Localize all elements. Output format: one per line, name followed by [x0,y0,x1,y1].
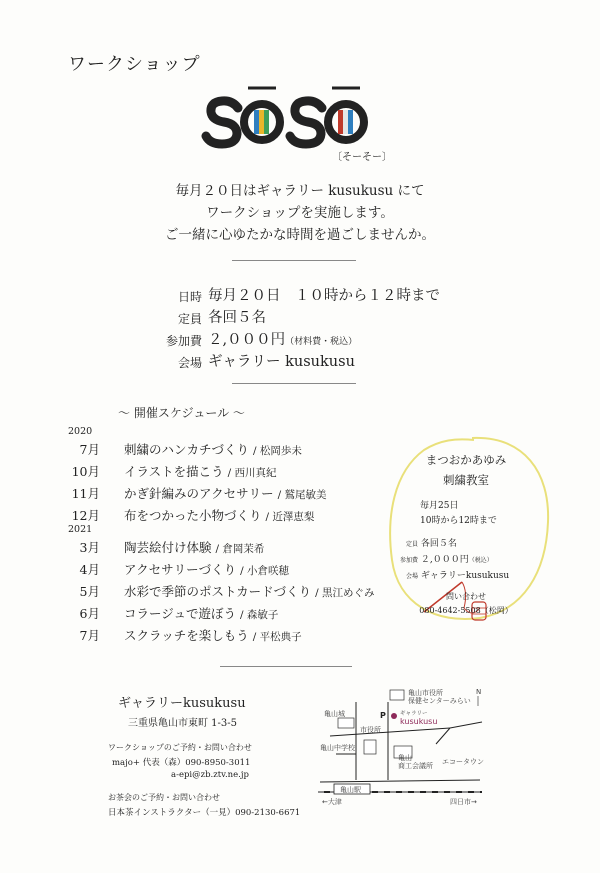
schedule-month: 3月 [79,540,100,555]
tea-contact-title: お茶会のご予約・お問い合わせ [108,793,220,802]
gallery-name: ギャラリーkusukusu [118,696,246,711]
map-label-castle: 亀山城 [324,710,345,718]
map-school-building [364,740,376,754]
schedule-title-text: 布をつかった小物づくり [124,508,262,523]
access-map [300,684,500,814]
gallery-address: 三重県亀山市東町 1-3-5 [128,718,238,729]
map-castle-building [338,718,354,728]
schedule-title: ～ 開催スケジュール ～ [118,406,245,420]
ws-contact-line2: a-epi@zb.ztv.ne.jp [171,770,249,780]
map-label-gallery: kusukusu [400,717,438,726]
workshop-subtitle: ワークショップ [68,54,201,75]
map-label-city-hall: 亀山市役所 [408,689,443,697]
schedule-month: 4月 [79,562,100,577]
date-value: 毎月２０日 １０時から１２時まで [208,288,440,304]
tea-contact-line: 日本茶インストラクター（一見）090-2130-6671 [108,808,301,818]
map-label-ecotown: エコータウン [442,758,484,766]
schedule-month: 12月 [71,508,100,523]
map-label-school: 亀山中学校 [320,744,355,752]
capacity-label: 定員 [177,312,202,326]
schedule-month: 5月 [79,584,100,599]
map-label-right: 四日市→ [450,798,477,806]
soso-logo [200,82,380,152]
class-fee-note: （税込） [468,557,493,564]
schedule-title-text: コラージュで遊ぼう [124,606,237,621]
info-fee [0,328,600,352]
class-time2: 10時から12時まで [420,516,497,526]
schedule-title-text: 陶芸絵付け体験 [124,540,212,555]
date-label: 日時 [177,290,202,304]
schedule-person: / 倉岡茉希 [215,543,265,555]
logo-graphic [200,82,380,152]
ws-contact-line1: majo+ 代表（森）090-8950-3011 [112,758,251,768]
info-capacity [0,306,600,330]
class-name: まつおかあゆみ [425,453,507,467]
map-road [450,722,482,728]
class-fee-label: 参加費 [399,557,418,564]
schedule-year: 2020 [68,426,93,437]
map-road [320,780,480,782]
schedule-title-text: 水彩で季節のポストカードづくり [124,584,312,599]
intro-text [0,180,600,246]
schedule-month: 11月 [71,486,100,501]
map-city-hall-building [390,690,404,700]
fee-value-wrap [208,328,357,349]
venue-value: ギャラリー kusukusu [208,354,355,370]
map-road [330,728,450,736]
schedule-person: / 森敏子 [240,609,279,621]
class-capacity-label: 定員 [405,541,418,548]
schedule-title-text: アクセサリーづくり [124,562,237,577]
divider [232,383,356,384]
schedule-month: 10月 [71,464,100,479]
schedule-title-text: 刺繍のハンカチづくり [124,442,250,457]
schedule-year: 2021 [68,524,93,535]
class-title: 刺繍教室 [443,473,489,487]
ws-contact-title: ワークショップのご予約・お問い合わせ [108,743,252,752]
schedule-title-text: かぎ針編みのアクセサリー [124,486,274,501]
map-label-p: P [380,711,386,720]
class-contact-value: 080-4642-5508（松岡） [419,606,513,615]
venue-label: 会場 [177,356,202,370]
info-venue [0,350,600,374]
fee-label: 参加費 [165,334,202,348]
schedule-title-text: スクラッチを楽しもう [124,628,249,643]
intro-line: ワークショップを実施します。 [206,205,394,221]
fee-value: ２,０００円 [208,332,286,348]
logo-reading: 〔そーそー〕 [332,152,392,163]
schedule-person: / 西川真紀 [227,467,277,479]
schedule-person: / 近澤恵梨 [265,511,315,523]
map-label-gallery-small: ギャラリー [400,711,428,717]
map-label-parking: 市役所 [360,726,381,734]
map-label-chamber1: 亀山 [398,754,412,762]
schedule-person: / 黒江めぐみ [315,587,375,599]
map-road [436,728,450,744]
class-contact-label: 問い合わせ [446,592,486,601]
intro-line: ご一緒に心ゆたかな時間を過ごしませんか。 [165,227,435,243]
fee-note: （材料費・税込） [285,337,358,347]
schedule-month: 6月 [79,606,100,621]
info-date [0,284,600,308]
intro-line: 毎月２０日はギャラリー kusukusu にて [175,183,425,199]
class-venue-value: ギャラリーkusukusu [420,571,510,581]
map-label-station: 亀山駅 [340,786,361,794]
class-time1: 毎月25日 [420,501,459,511]
schedule-month: 7月 [79,442,100,457]
map-label-center: 保健センターみらい [408,697,471,705]
class-fee-value: ２,０００円 [420,555,469,565]
schedule-person: / 松岡歩未 [253,445,302,457]
map-north-label: N [476,688,482,696]
map-label-chamber2: 商工会議所 [398,762,433,770]
schedule-month: 7月 [79,628,100,643]
capacity-value: 各回５名 [208,310,266,326]
schedule-title-text: イラストを描こう [124,464,224,479]
divider [232,260,356,261]
class-capacity-value: 各回５名 [420,539,457,549]
map-label-left: ←大津 [322,798,342,806]
divider [220,666,352,667]
schedule-person: / 小倉咲穂 [240,565,290,577]
embroidery-class [396,452,536,616]
schedule-person: / 平松典子 [252,631,302,643]
class-venue-label: 会場 [405,573,418,580]
map-gallery-marker [391,713,397,719]
schedule-person: / 鷲尾敏美 [277,489,327,501]
